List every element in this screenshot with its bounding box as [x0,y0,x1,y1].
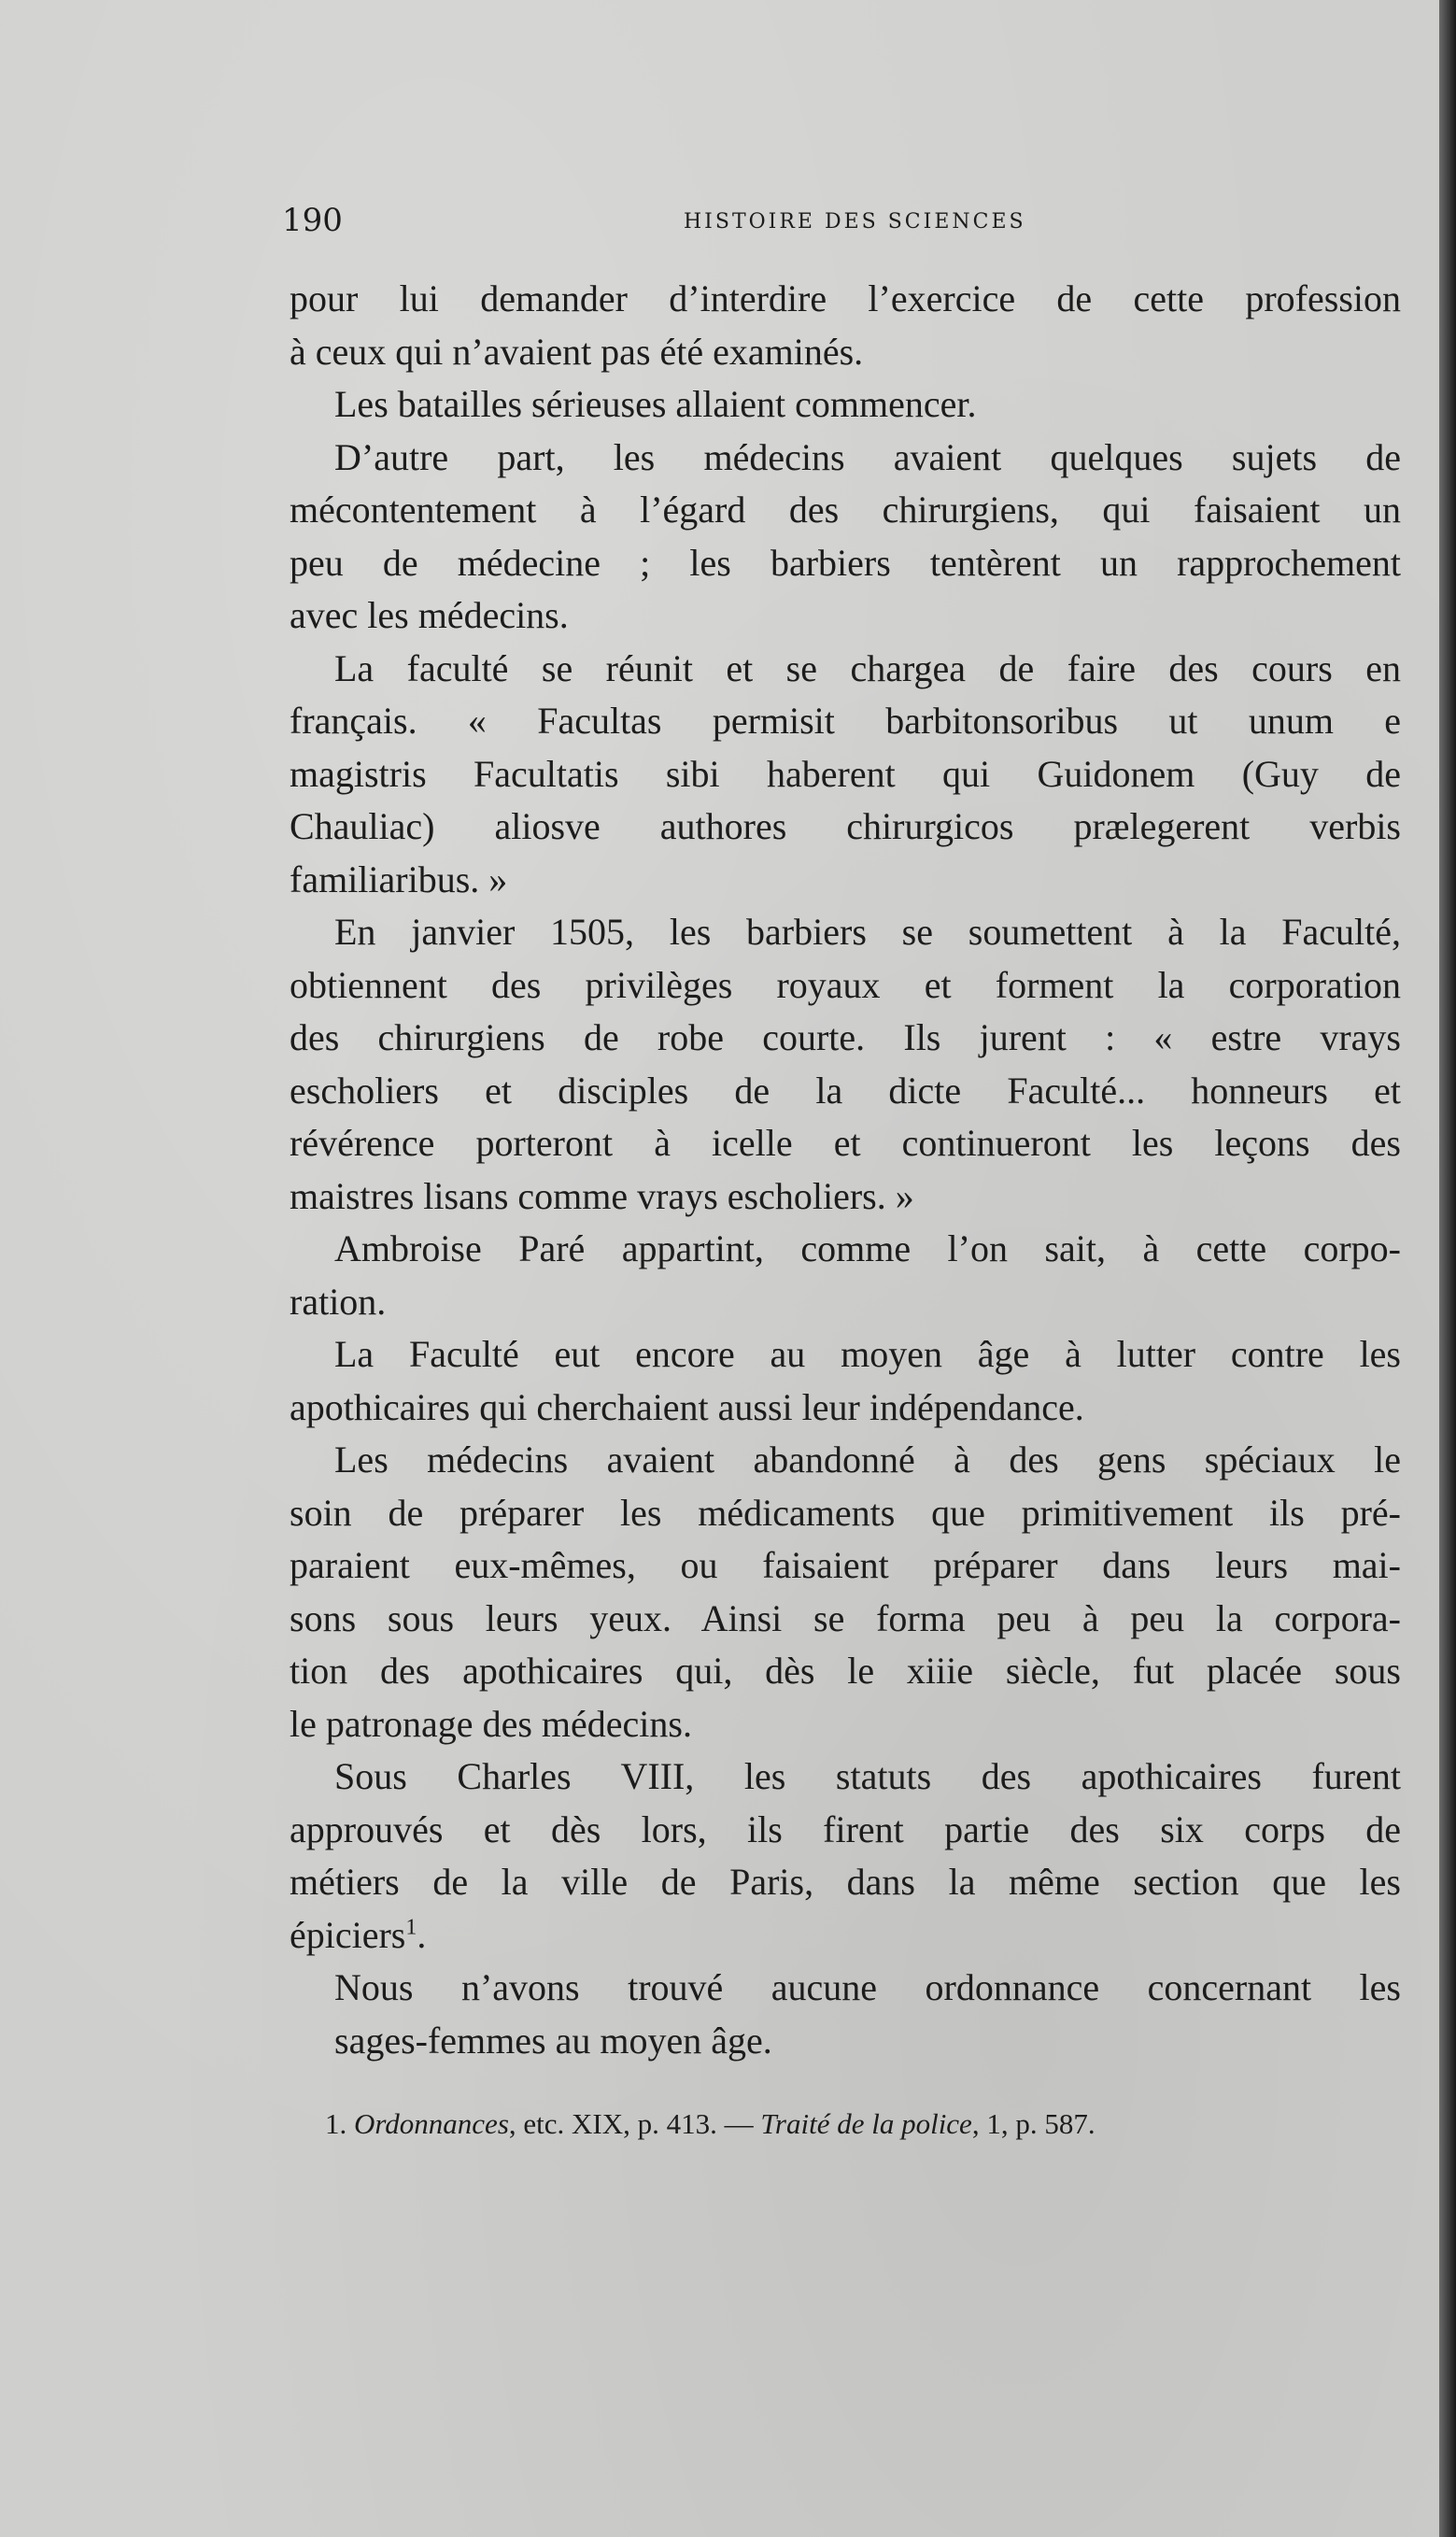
text-line-content: mécontentement à l’égard des chirurgiens, qui faisaient un [290,489,1401,531]
text-line-content: approuvés et dès lors, ils firent partie des six corps de [290,1807,1401,1850]
text-line-content: Ambroise Paré appartint, comme l’on sait, à cette corpo- [334,1227,1401,1269]
text-line [290,1804,1401,1857]
footnote-source-traite: Traité de la police [760,2107,972,2140]
text-line-content: maistres lisans comme vrays escholiers. » [290,1174,914,1217]
text-line [290,273,1401,326]
page-number: 190 [282,202,343,239]
text-line [290,1012,1401,1065]
text-line [290,326,1401,379]
text-line-content: français. « Facultas permisit barbitonsoribus ut unum e [290,700,1401,742]
text-line [290,537,1401,590]
text-line [290,1223,1401,1276]
text-line [290,1382,1401,1435]
text-line-content: à ceux qui n’avaient pas été examinés. [290,330,864,373]
text-line-content: ration. [290,1280,387,1323]
text-line [290,1593,1401,1646]
text-line [290,1698,1401,1751]
text-line-content: Chauliac) aliosve authores chirurgicos prælegerent verbis [290,805,1401,847]
text-line-content: révérence porteront à icelle et continueront les leçons des [290,1122,1401,1164]
text-line-content: le patronage des médecins. [290,1702,692,1745]
text-line-punctuation: . [417,1913,427,1956]
text-line [290,643,1401,696]
text-line-content: sages-femmes au moyen âge. [334,2019,772,2062]
text-line [290,1909,1401,1963]
text-line [290,906,1401,959]
text-line [290,1487,1401,1540]
text-line [290,589,1401,643]
text-line-content: tion des apothicaires qui, dès le xiiie siècle, fut placée sous [290,1650,1401,1692]
text-line-content: La faculté se réunit et se chargea de faire des cours en [334,646,1401,689]
text-line-content: magistris Facultatis sibi haberent qui Guidonem (Guy de [290,752,1401,795]
text-line [290,1962,1401,2015]
text-line-content: Les médecins avaient abandonné à des gens spéciaux le [334,1439,1401,1481]
text-line-content: D’autre part, les médecins avaient quelques sujets de [334,435,1401,478]
text-line-content: métiers de la ville de Paris, dans la même section que les [290,1861,1401,1903]
text-line-content: obtiennent des privilèges royaux et forment la corporation [290,963,1401,1006]
text-line-content: escholiers et disciples de la dicte Faculté... honneurs et [290,1069,1401,1112]
footnote-source-ordonnances-detail: , etc. XIX, p. 413. — [508,2107,761,2140]
text-line [290,1750,1401,1804]
text-line [290,1328,1401,1382]
text-line-content: sons sous leurs yeux. Ainsi se forma peu à peu la corpora- [290,1596,1401,1639]
text-line [290,748,1401,801]
text-line-content: épiciers [290,1913,406,1956]
text-line [290,1856,1401,1909]
text-line [290,432,1401,485]
text-line [290,1117,1401,1170]
footnote-number: 1. [325,2107,347,2140]
text-line-content: Les batailles sérieuses allaient commencer. [334,383,977,425]
text-line-content: des chirurgiens de robe courte. Ils jurent : « estre vrays [290,1016,1401,1058]
text-line [290,1276,1401,1329]
text-line [290,695,1401,748]
body-text [290,273,1401,2067]
footnote-reference: 1 [405,1915,417,1940]
footnote [325,2104,1380,2145]
text-line [290,2015,1401,2068]
text-line [290,1434,1401,1487]
page-header [282,200,1393,241]
text-line-content: En janvier 1505, les barbiers se soumettent à la Faculté, [334,911,1401,953]
text-line [290,484,1401,537]
text-line-content: familiaribus. » [290,857,508,900]
text-line [290,1170,1401,1224]
text-line [290,854,1401,907]
text-line-content: Nous n’avons trouvé aucune ordonnance concernant les [334,1966,1401,2008]
footnote-source-traite-detail: , 1, p. 587. [971,2107,1096,2140]
text-line-content: apothicaires qui cherchaient aussi leur indépendance. [290,1385,1084,1428]
page-edge-shadow [1439,0,1456,2537]
text-line [290,801,1401,854]
text-line-content: soin de préparer les médicaments que primitivement ils pré- [290,1491,1401,1534]
text-line [290,1645,1401,1698]
text-line-content: La Faculté eut encore au moyen âge à lutter contre les [334,1333,1401,1375]
text-line [290,378,1401,432]
text-line-content: pour lui demander d’interdire l’exercice de cette profession [290,277,1401,319]
text-line-content: peu de médecine ; les barbiers tentèrent un rapprochement [290,541,1401,584]
footnote-source-ordonnances: Ordonnances [354,2107,509,2140]
text-line [290,1539,1401,1593]
text-line-content: Sous Charles VIII, les statuts des apothicaires furent [334,1755,1401,1797]
running-head: HISTOIRE DES SCIENCES [684,210,1026,234]
text-line-content: avec les médecins. [290,594,569,636]
text-line [290,1065,1401,1118]
text-line [290,959,1401,1013]
text-line-content: paraient eux-mêmes, ou faisaient préparer dans leurs mai- [290,1544,1401,1586]
